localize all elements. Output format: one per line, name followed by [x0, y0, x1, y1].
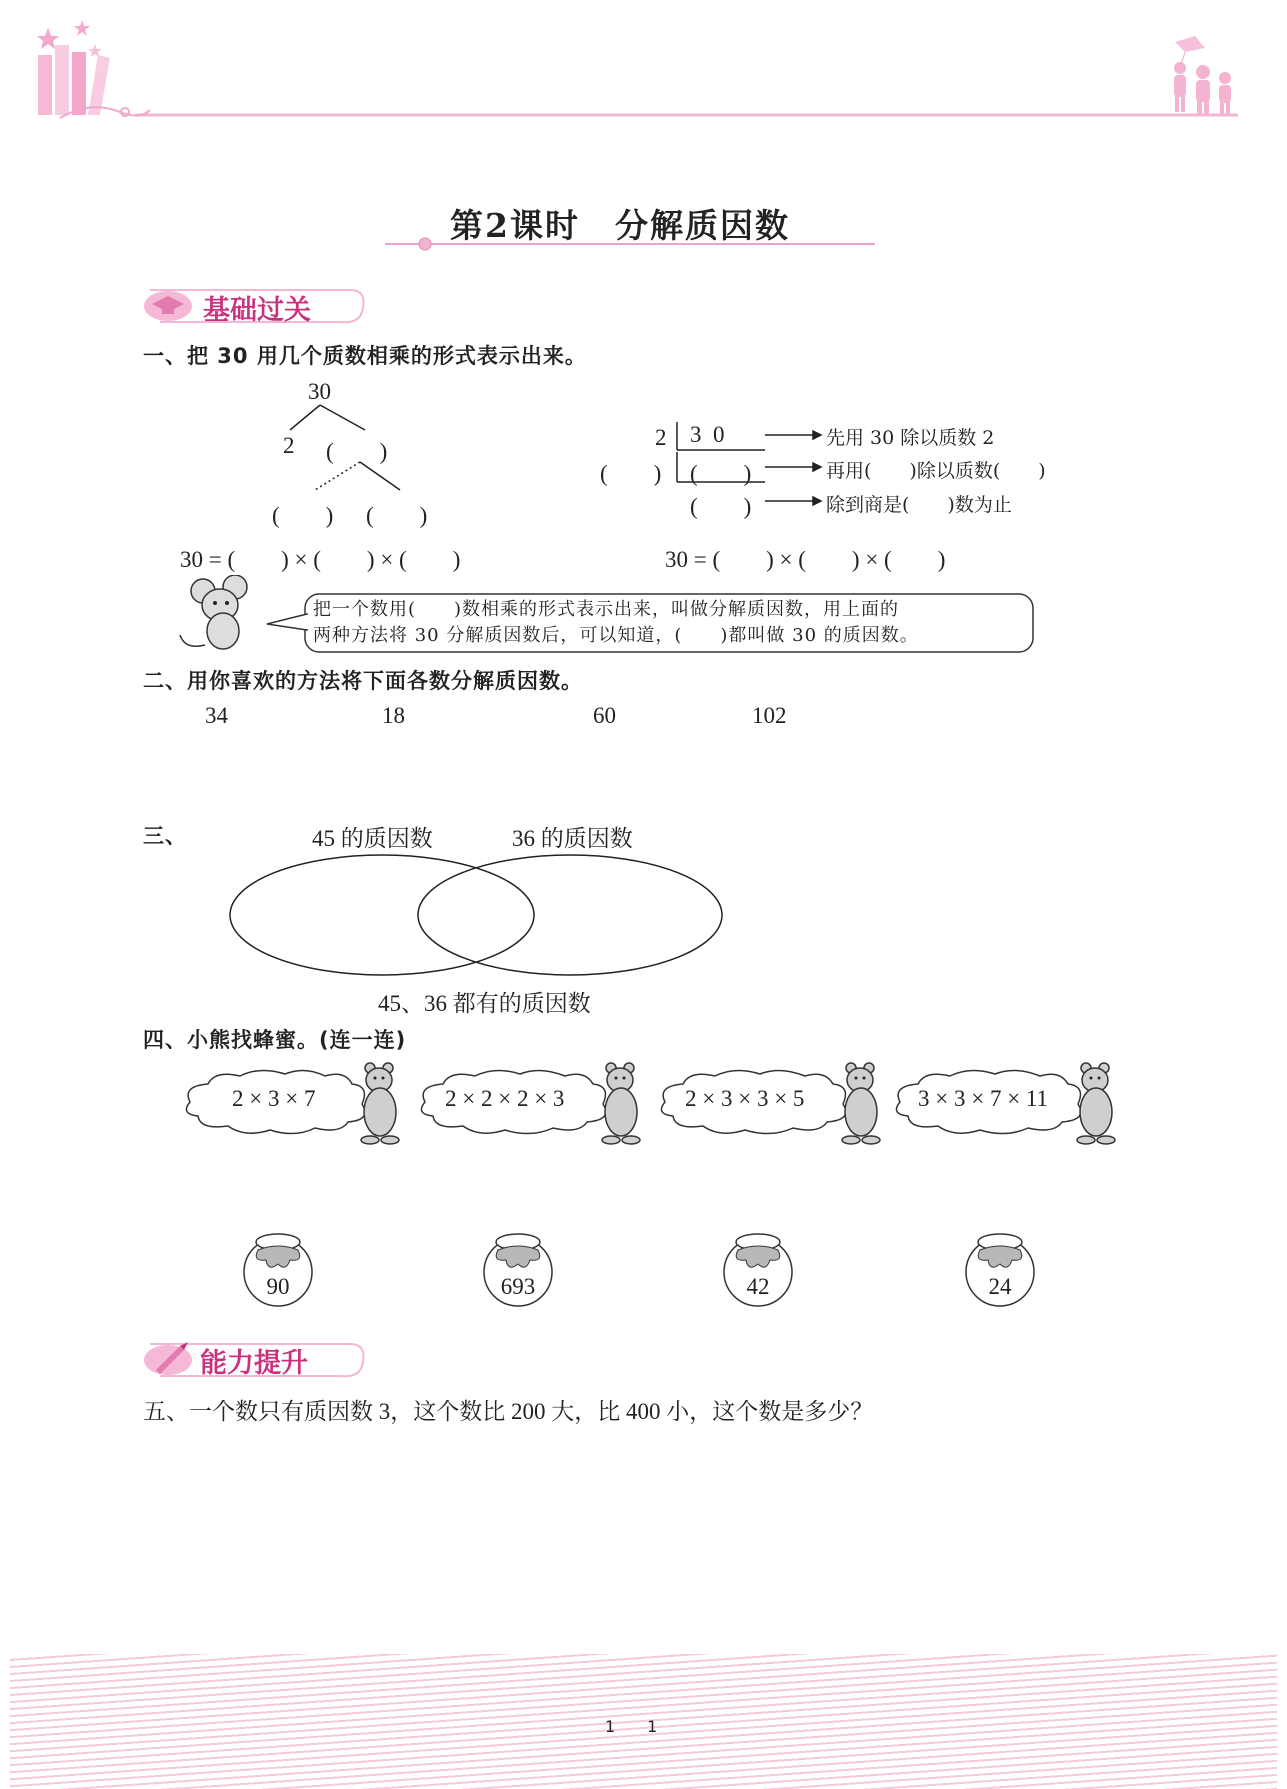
tree-top-number: 30 — [308, 379, 331, 404]
cloud-text-2: 2 × 2 × 2 × 3 — [445, 1086, 565, 1111]
division-note-1: 先用 30 除以质数 2 — [826, 427, 995, 449]
division-row3-blank[interactable]: ( ) — [690, 494, 752, 519]
venn-diagram-icon[interactable] — [225, 850, 730, 980]
q2-number-1: 34 — [205, 703, 228, 728]
bear-icon — [831, 1060, 891, 1150]
bear-icon — [350, 1060, 410, 1150]
tip-text-line-2: 两种方法将 30 分解质因数后，可以知道，( )都叫做 30 的质因数。 — [313, 625, 919, 646]
header-art-icon — [0, 0, 1287, 130]
title-underline-icon — [385, 236, 875, 252]
section-title-advanced: 能力提升 — [200, 1348, 308, 1379]
question-3-label: 三、 — [143, 824, 187, 848]
honey-pot-2[interactable] — [478, 1228, 558, 1308]
venn-left-label: 45 的质因数 — [312, 826, 433, 851]
section-title-basic: 基础过关 — [203, 295, 311, 326]
bear-icon — [1066, 1060, 1126, 1150]
honey-pot-3[interactable] — [718, 1228, 798, 1308]
division-arrows-icon — [763, 425, 823, 515]
pot-number-3: 42 — [746, 1274, 770, 1299]
division-bracket-icon — [670, 420, 770, 490]
venn-bottom-label: 45、36 都有的质因数 — [378, 991, 591, 1016]
division-dividend: 3 0 — [690, 422, 725, 447]
question-5-prompt: 五、一个数只有质因数 3，这个数比 200 大，比 400 小，这个数是多少？ — [143, 1399, 874, 1424]
cloud-bear-4[interactable] — [890, 1060, 1130, 1150]
q2-number-4: 102 — [752, 703, 787, 728]
question-1-prompt: 一、把 30 用几个质数相乘的形式表示出来。 — [143, 344, 587, 368]
q2-number-2: 18 — [382, 703, 405, 728]
tree-left-number: 2 — [283, 433, 295, 458]
tree-blank-1[interactable]: ( ) — [326, 439, 388, 464]
question-2-prompt: 二、用你喜欢的方法将下面各数分解质因数。 — [143, 669, 583, 693]
division-divisor-2[interactable]: ( ) — [600, 461, 662, 486]
question-4-prompt: 四、小熊找蜂蜜。(连一连) — [143, 1028, 407, 1052]
page-title: 第2课时 分解质因数 — [450, 206, 790, 245]
tree-blank-2[interactable]: ( ) — [272, 503, 334, 528]
tree-blank-3[interactable]: ( ) — [366, 503, 428, 528]
division-note-2[interactable]: 再用( )除以质数( ) — [826, 460, 1046, 482]
pot-number-4: 24 — [988, 1274, 1012, 1299]
pot-number-1: 90 — [266, 1274, 290, 1299]
q2-number-3: 60 — [593, 703, 616, 728]
cloud-bear-3[interactable] — [655, 1060, 895, 1150]
cloud-text-1: 2 × 3 × 7 — [232, 1086, 316, 1111]
division-divisor-1: 2 — [655, 425, 667, 450]
venn-right-label: 36 的质因数 — [512, 826, 633, 851]
division-equation[interactable]: 30 = ( ) × ( ) × ( ) — [665, 547, 946, 572]
division-note-3[interactable]: 除到商是( )数为止 — [826, 494, 1012, 516]
tree-equation[interactable]: 30 = ( ) × ( ) × ( ) — [180, 547, 461, 572]
pot-number-2: 693 — [500, 1274, 536, 1299]
honey-pot-4[interactable] — [960, 1228, 1040, 1308]
cloud-bear-1[interactable] — [180, 1060, 415, 1150]
header-decoration — [0, 0, 1287, 130]
division-row2-blank[interactable]: ( ) — [690, 461, 752, 486]
bear-icon — [591, 1060, 651, 1150]
page-number: 1 1 — [605, 1717, 658, 1736]
cloud-text-4: 3 × 3 × 7 × 11 — [918, 1086, 1049, 1111]
mouse-mascot-icon — [175, 575, 265, 655]
cloud-bear-2[interactable] — [415, 1060, 655, 1150]
honey-pot-1[interactable] — [238, 1228, 318, 1308]
cloud-text-3: 2 × 3 × 3 × 5 — [685, 1086, 805, 1111]
tip-text-line-1: 把一个数用( )数相乘的形式表示出来，叫做分解质因数，用上面的 — [313, 599, 900, 620]
